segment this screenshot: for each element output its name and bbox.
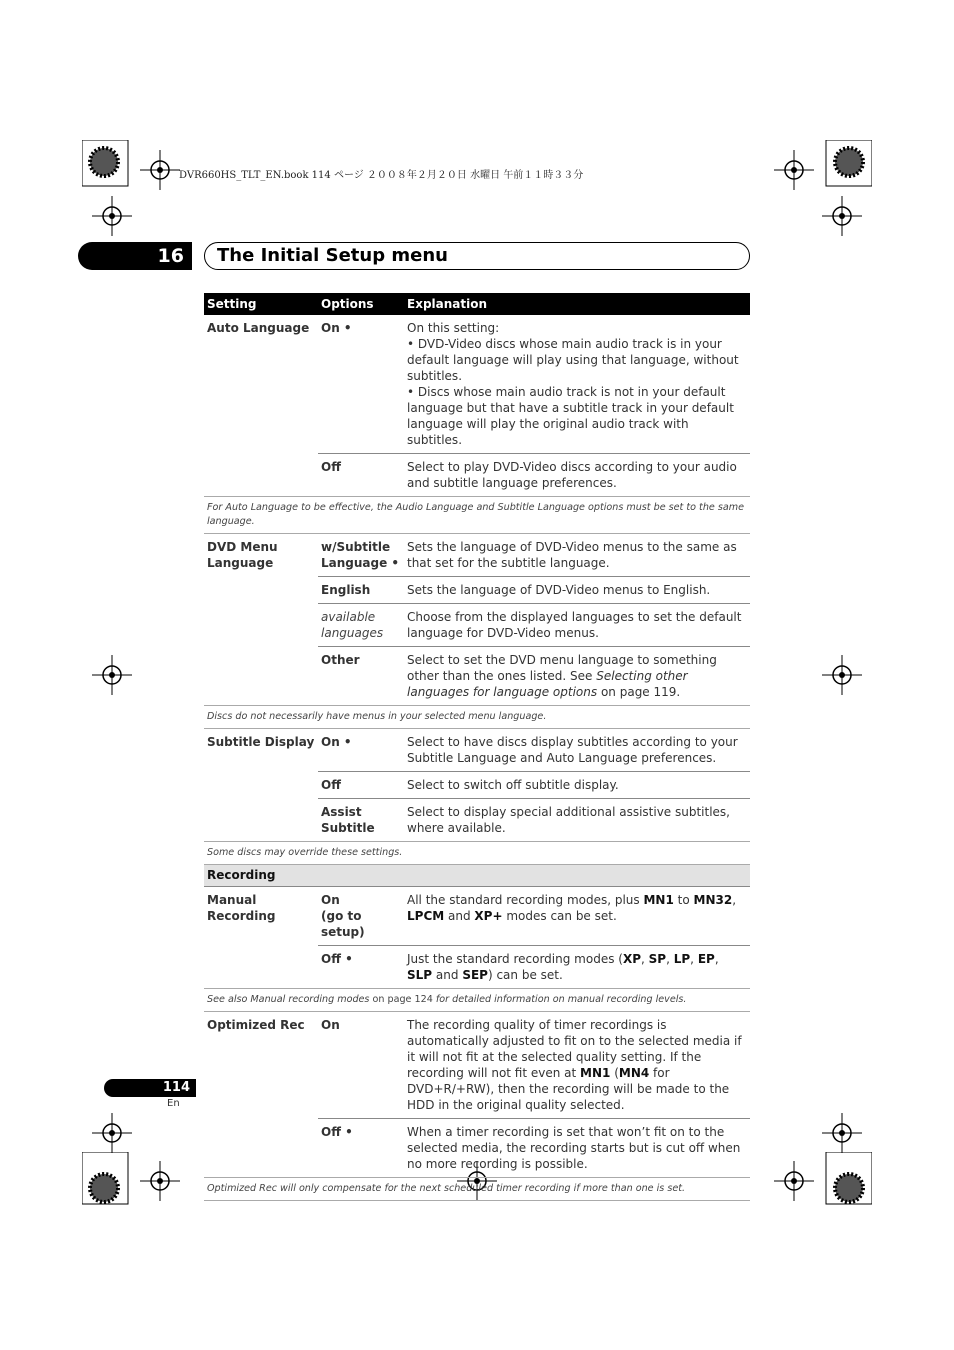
option-label: w/Subtitle Language • xyxy=(321,540,400,570)
option-explanation: Select to display special additional assistive subtitles, where available. xyxy=(404,799,750,842)
option-label: Off xyxy=(318,772,404,799)
crosshair-icon xyxy=(92,196,132,236)
registration-wheel-icon xyxy=(822,140,872,190)
option-explanation: The recording quality of timer recordings is automatically adjusted to fit on to the selected media if it will not fit at the selected quality setting. If the recording will not fit even at MN1 (MN4 for DVD+R/+RW), then the recording will be made to the HDD in the original quality selected. xyxy=(407,1018,742,1112)
chapter-number-badge: 16 xyxy=(78,242,192,270)
chapter-title-box xyxy=(204,242,750,270)
table-row xyxy=(204,534,750,577)
setting-optimized-rec: Optimized Rec xyxy=(207,1018,305,1032)
header-explanation: Explanation xyxy=(404,293,750,315)
setting-dvd-menu-language: DVD Menu Language xyxy=(207,540,278,570)
chapter-title: The Initial Setup menu xyxy=(217,245,448,266)
option-label: Other xyxy=(318,647,404,706)
table-note: For Auto Language to be effective, the Audio Language and Subtitle Language options must be set to the same language. xyxy=(204,497,750,534)
page-language: En xyxy=(167,1098,180,1109)
crosshair-icon xyxy=(822,655,862,695)
header-options: Options xyxy=(318,293,404,315)
option-label: On • xyxy=(321,321,352,335)
setting-auto-language: Auto Language xyxy=(207,321,310,335)
table-row xyxy=(204,887,750,946)
table-row xyxy=(204,729,750,772)
option-explanation: Select to play DVD-Video discs according to your audio and subtitle language preferences. xyxy=(404,454,750,497)
header-setting: Setting xyxy=(204,293,318,315)
crosshair-icon xyxy=(774,150,814,190)
option-explanation: Sets the language of DVD-Video menus to English. xyxy=(404,577,750,604)
option-explanation: Choose from the displayed languages to set the default language for DVD-Video menus. xyxy=(404,604,750,647)
option-explanation: When a timer recording is set that won’t fit on to the selected media, the recording starts but is cut off when no more recording is possible. xyxy=(404,1119,750,1178)
option-explanation: On this setting: • DVD-Video discs whose main audio track is in your default language will play using that language, without subtitles. • Discs whose main audio track is not in your default language but that have a subtitle track in your default language will play the original audio track with subtitles. xyxy=(407,321,739,447)
crosshair-icon xyxy=(822,1113,862,1153)
option-label: English xyxy=(318,577,404,604)
option-explanation: Select to have discs display subtitles according to your Subtitle Language and Auto Language preferences. xyxy=(407,735,738,765)
option-label: Off xyxy=(318,454,404,497)
crosshair-icon xyxy=(92,655,132,695)
crosshair-icon xyxy=(774,1161,814,1201)
page-number: 114 xyxy=(104,1079,196,1097)
option-label: On (go to setup) xyxy=(321,893,365,939)
table-note: Discs do not necessarily have menus in your selected menu language. xyxy=(204,706,750,729)
table-note: Optimized Rec will only compensate for the next scheduled timer recording if more than one is set. xyxy=(204,1178,750,1201)
crosshair-icon xyxy=(140,1161,180,1201)
option-explanation: Just the standard recording modes (XP, SP, LP, EP, SLP and SEP) can be set. xyxy=(404,946,750,989)
registration-wheel-icon xyxy=(82,1152,132,1208)
option-label: On • xyxy=(321,735,352,749)
setting-manual-recording: Manual Recording xyxy=(207,893,276,923)
option-label: Off • xyxy=(318,946,404,989)
option-label: On xyxy=(321,1018,340,1032)
option-explanation: Select to set the DVD menu language to something other than the ones listed. See Selecting other languages for language options on page 119. xyxy=(404,647,750,706)
registration-wheel-icon xyxy=(82,140,132,190)
option-explanation: All the standard recording modes, plus MN1 to MN32, LPCM and XP+ modes can be set. xyxy=(407,893,737,923)
book-file-header: DVR660HS_TLT_EN.book 114 ページ ２００８年２月２０日 水曜日 午前１１時３３分 xyxy=(179,170,584,181)
setup-table xyxy=(204,293,750,1201)
table-row xyxy=(204,315,750,454)
table-row xyxy=(204,1012,750,1119)
option-label: available languages xyxy=(318,604,404,647)
registration-wheel-icon xyxy=(822,1152,872,1208)
option-explanation: Select to switch off subtitle display. xyxy=(404,772,750,799)
table-note: See also Manual recording modes on page 124 for detailed information on manual recording levels. xyxy=(204,989,750,1012)
section-row-recording: Recording xyxy=(204,865,750,887)
table-header-row xyxy=(204,293,750,315)
option-explanation: Sets the language of DVD-Video menus to the same as that set for the subtitle language. xyxy=(407,540,737,570)
table-note: Some discs may override these settings. xyxy=(204,842,750,865)
crosshair-icon xyxy=(140,150,180,190)
crosshair-icon xyxy=(822,196,862,236)
setting-subtitle-display: Subtitle Display xyxy=(207,735,315,749)
cross-reference: Selecting other languages for language options xyxy=(407,669,688,699)
crosshair-icon xyxy=(92,1113,132,1153)
option-label: Assist Subtitle xyxy=(318,799,404,842)
option-label: Off • xyxy=(318,1119,404,1178)
